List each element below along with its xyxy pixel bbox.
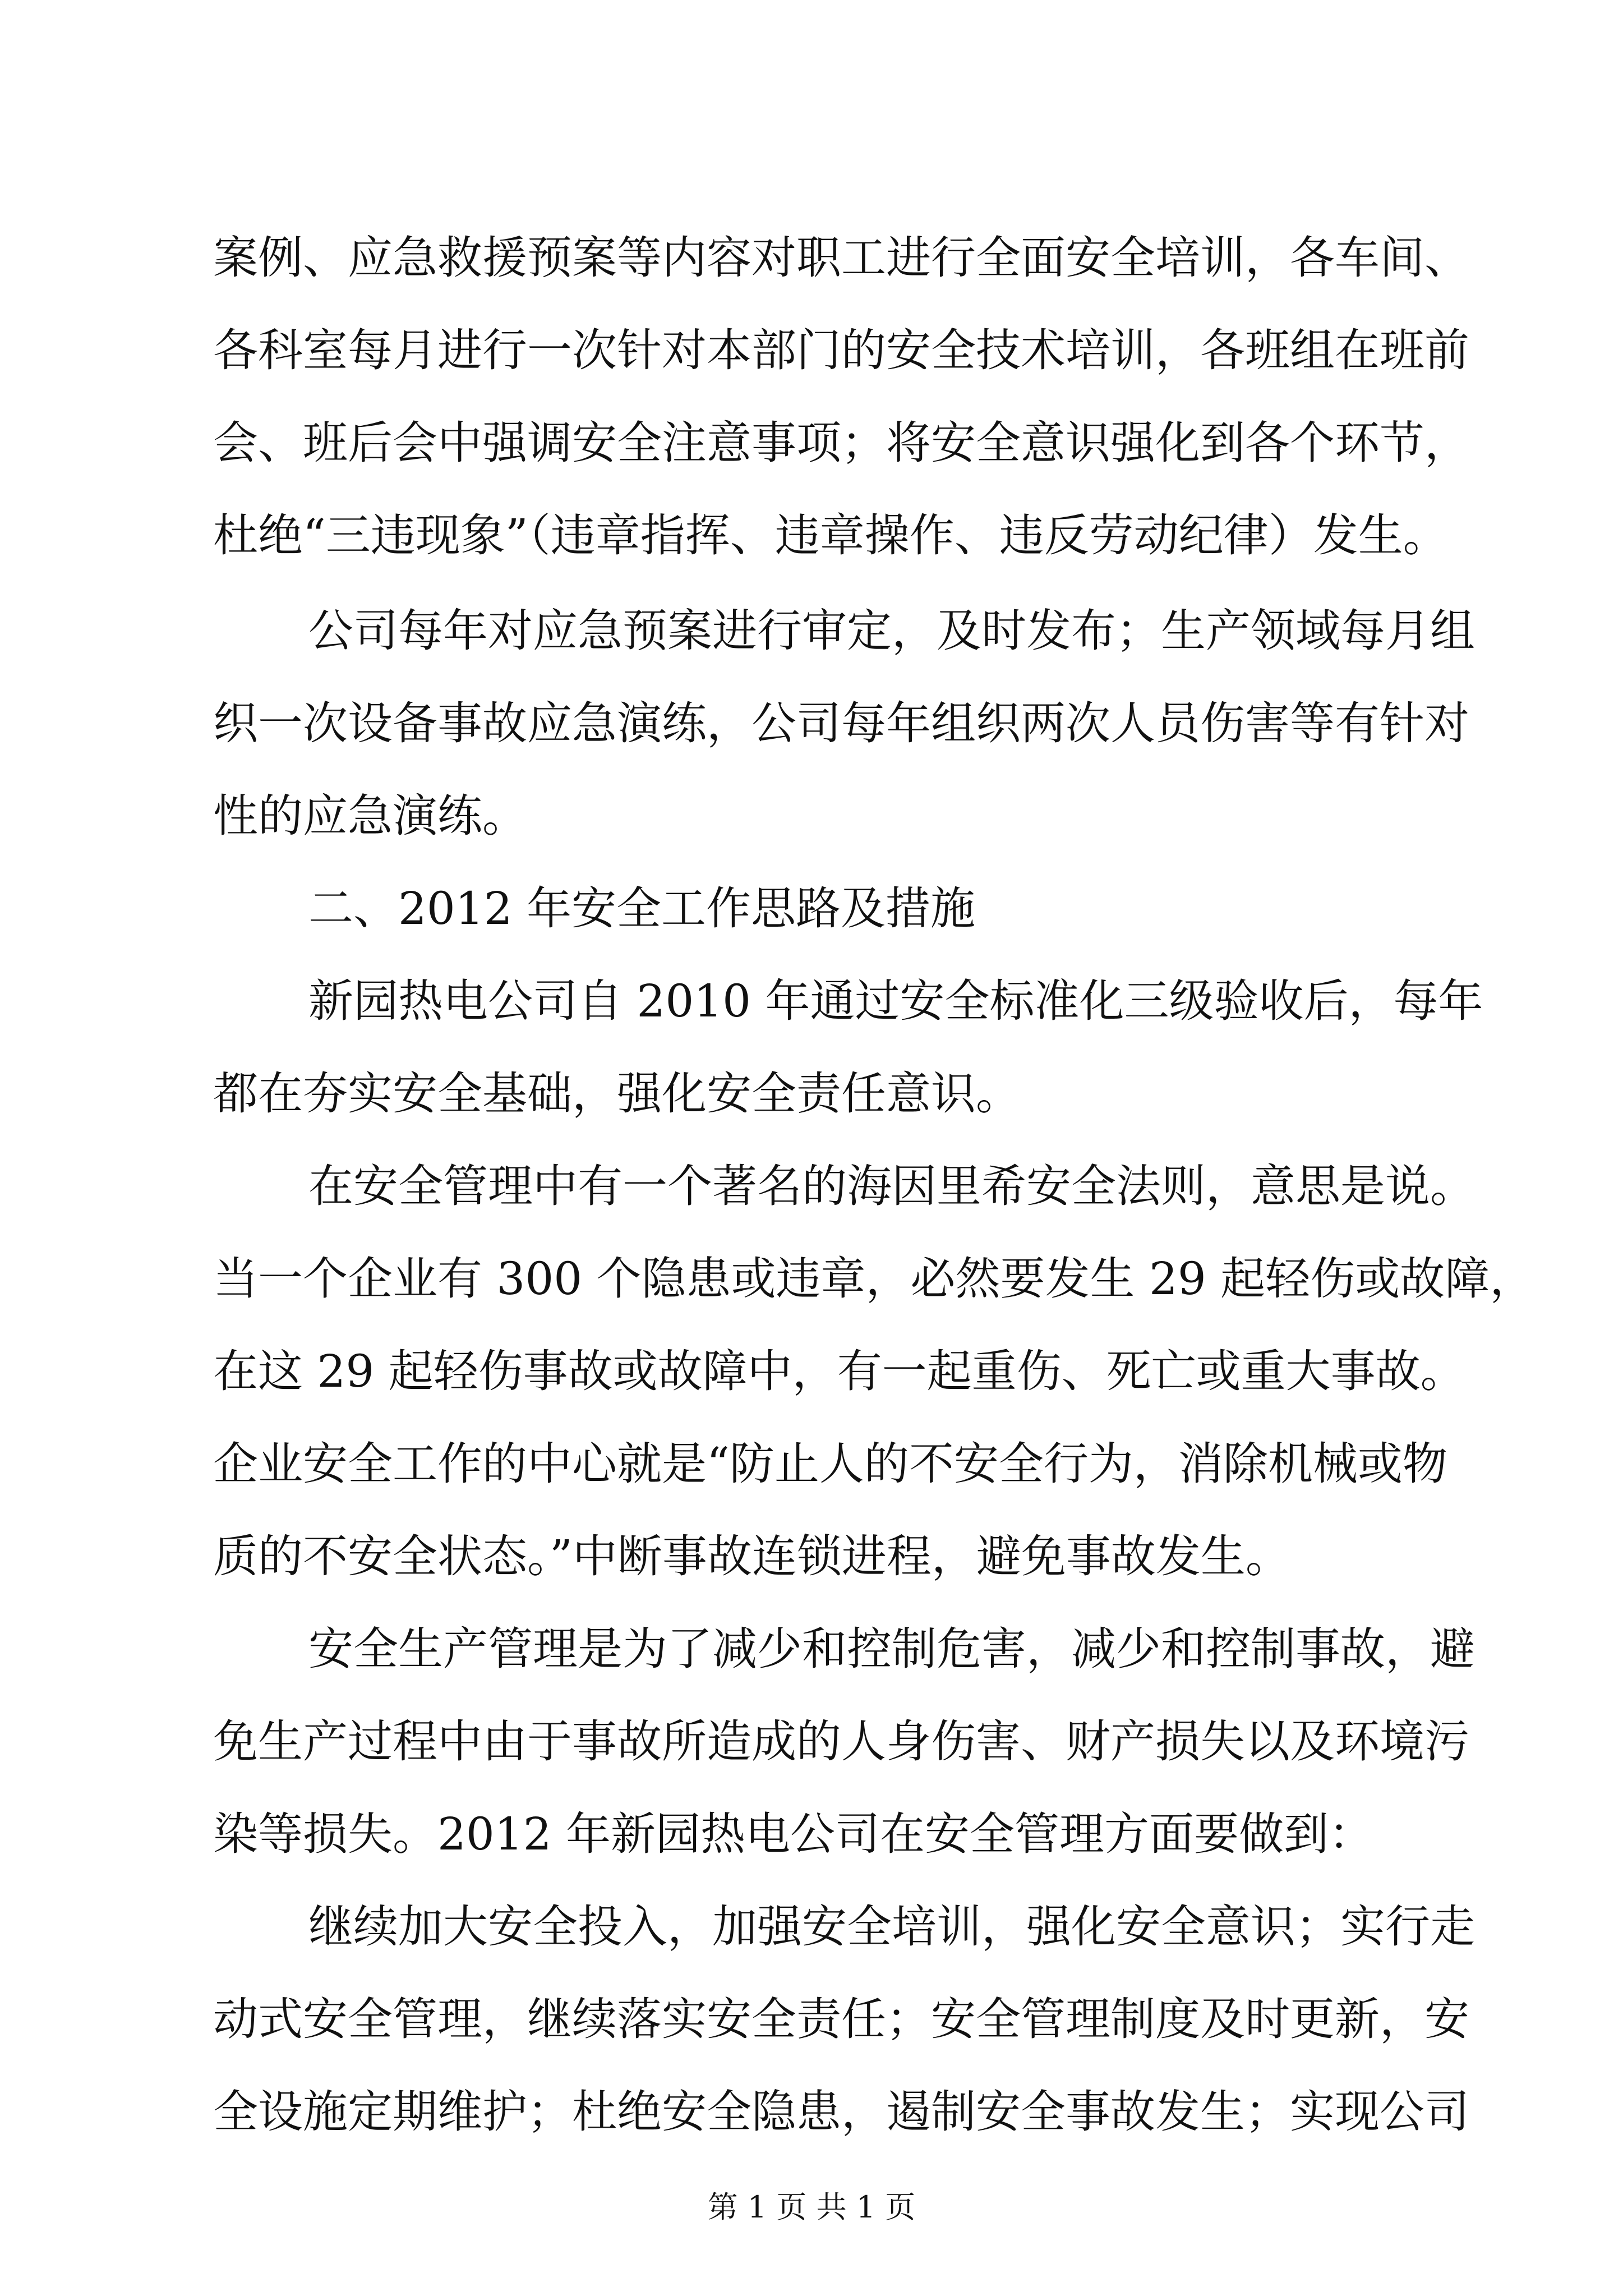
text-line: 织一次设备事故应急演练，公司每年组织两次人员伤害等有针对 [213, 697, 1469, 749]
text-line: 各科室每月进行一次针对本部门的安全技术培训，各班组在班前 [213, 324, 1469, 376]
text-line: 新园热电公司自 2010 年通过安全标准化三级验收后，每年 [308, 975, 1483, 1027]
text-line: 质的不安全状态。”中断事故连锁进程，避免事故发生。 [213, 1530, 1290, 1582]
text-line: 公司每年对应急预案进行审定，及时发布；生产领域每月组 [308, 605, 1475, 657]
text-line: 都在夯实安全基础，强化安全责任意识。 [213, 1068, 1021, 1120]
text-line: 在安全管理中有一个著名的海因里希安全法则，意思是说。 [308, 1160, 1475, 1212]
text-line: 当一个企业有 300 个隐患或违章，必然要发生 29 起轻伤或故障， [213, 1253, 1535, 1305]
text-line: 在这 29 起轻伤事故或故障中，有一起重伤、死亡或重大事故。 [213, 1345, 1465, 1397]
text-line: 安全生产管理是为了减少和控制危害，减少和控制事故，避 [308, 1623, 1475, 1675]
text-line: 会、班后会中强调安全注意事项；将安全意识强化到各个环节， [213, 417, 1469, 469]
text-line: 染等损失。2012 年新园热电公司在安全管理方面要做到： [213, 1808, 1374, 1860]
text-line: 杜绝“三违现象”（违章指挥、违章操作、违反劳动纪律）发生。 [213, 509, 1448, 562]
text-line: 性的应急演练。 [213, 790, 527, 842]
text-line: 全设施定期维护；杜绝安全隐患，遏制安全事故发生；实现公司 [213, 2086, 1469, 2138]
text-line: 案例、应急救援预案等内容对职工进行全面安全培训，各车间、 [213, 232, 1469, 284]
page-footer: 第 1 页 共 1 页 [707, 2189, 916, 2225]
text-line: 继续加大安全投入，加强安全培训，强化安全意识；实行走 [308, 1901, 1475, 1953]
text-line: 免生产过程中由于事故所造成的人身伤害、财产损失以及环境污 [213, 1715, 1469, 1768]
text-line: 二、2012 年安全工作思路及措施 [308, 882, 976, 935]
text-line: 动式安全管理，继续落实安全责任；安全管理制度及时更新，安 [213, 1993, 1469, 2045]
text-line: 企业安全工作的中心就是“防止人的不安全行为，消除机械或物 [213, 1438, 1447, 1490]
